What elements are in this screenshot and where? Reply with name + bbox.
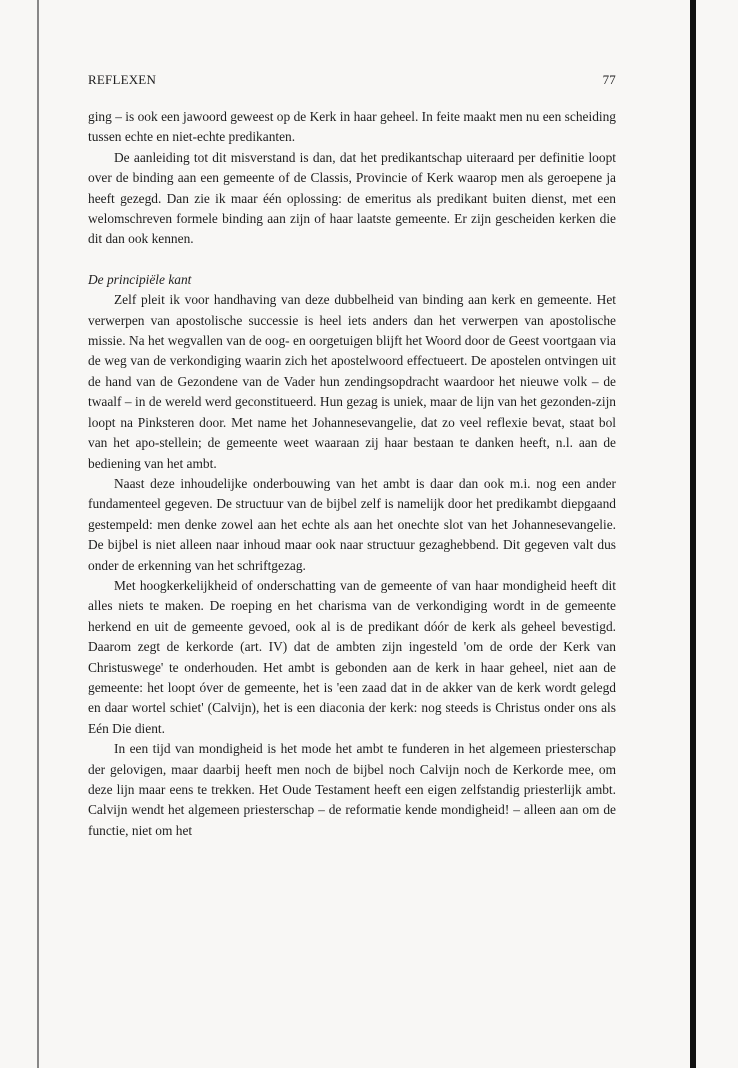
paragraph: In een tijd van mondigheid is het mode het ambt te funderen in het algemeen priesterschap der gelovigen, maar daarbij heeft men noch de bijbel noch Calvijn noch de Kerkorde mee, om deze lijn maar eens te trekken. Het Oude Testament heeft een eigen zelfstandig priesterlijk ambt. Calvijn wendt het algemeen priesterschap – de reformatie kende mondigheid! – alleen aan om de functie, niet om het: [88, 741, 616, 838]
paragraph: Zelf pleit ik voor handhaving van deze dubbelheid van binding aan kerk en gemeente. Het verwerpen van apostolische successie is heel iets anders dan het verwerpen van apostolische missie. Na het wegvallen van de oog- en oorgetuigen blijft het Woord door de Geest voortgaan via de weg van de verkondiging waarin zich het apostelwoord effectueert. De apostelen ontvingen uit de hand van de Gezondene van de Vader hun zendingsopdracht waardoor het nieuwe volk – de twaalf – in de wereld werd geconstitueerd. Hun gezag is uniek, maar de lijn van het gezonden-zijn loopt na Pinksteren door. Met name het Johannesevangelie, dat zo veel reflexie bevat, staat bol van het apo-stellein; de gemeente weet waaraan zij haar bestaan te danken heeft, n.l. aan de bediening van het ambt.: [88, 292, 616, 471]
paragraph: Naast deze inhoudelijke onderbouwing van het ambt is daar dan ook m.i. nog een ander fundamenteel gegeven. De structuur van de bijbel zelf is namelijk door het predikambt diepgaand gestempeld: men denke zowel aan het echte als aan het onechte slot van het Johannesevangelie. De bijbel is niet alleen naar inhoud maar ook naar structuur gezaghebbend. Dit gegeven valt dus onder de erkenning van het schriftgezag.: [88, 475, 616, 573]
scan-edge-left: [37, 0, 39, 1068]
running-head: [88, 72, 616, 90]
paragraph-continued: ging – is ook een jawoord geweest op de Kerk in haar geheel. In feite maakt men nu een scheiding tussen echte en niet-echte predikanten.: [88, 109, 616, 145]
body-text: [88, 107, 616, 841]
paragraph: Met hoogkerkelijkheid of onderschatting van de gemeente of van haar mondigheid heeft dit alles niets te maken. De roeping en het charisma van de verkondiging wordt in de gemeente herkend en uit de gemeente gevoed, ook al is de predikant dóór de kerk als geheel bevestigd. Daarom zegt de kerkorde (art. IV) dat de ambten zijn ingesteld 'om de orde der Kerk van Christuswege' te onderhouden. Het ambt is gebonden aan de kerk in haar geheel, niet aan de gemeente: het loopt óver de gemeente, het is 'een zaad dat in de akker van de kerk wordt gelegd en daar wortel schiet' (Calvijn), het is een diaconia der kerk: nog steeds is Christus onder ons als Eén Die dient.: [88, 577, 616, 736]
page-number: 77: [602, 72, 616, 87]
scan-edge-right: [690, 0, 696, 1068]
section-heading: De principiële kant: [88, 271, 192, 287]
running-head-title: REFLEXEN: [88, 72, 157, 87]
paragraph: De aanleiding tot dit misverstand is dan, dat het predikantschap uiteraard per definitie loopt over de binding aan een gemeente of de Classis, Provincie of Kerk waarop men als geroepene ja heeft gezegd. Dan zie ik maar één oplossing: de emeritus als predikant buiten dienst, met een welomschreven formele binding aan zijn of haar laatste gemeente. Er zijn gescheiden kerken die dit dan ook kennen.: [88, 149, 616, 247]
